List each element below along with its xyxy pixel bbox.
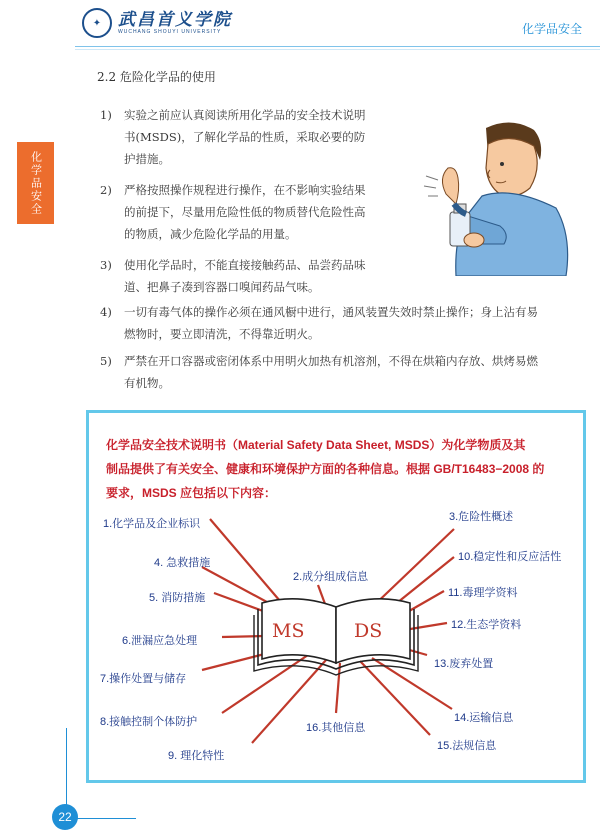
msds-label-11: 11.毒理学资料 <box>448 587 518 599</box>
university-logo <box>82 8 232 38</box>
book-left-text: MS <box>272 620 305 642</box>
logo-english-name: WUCHANG SHOUYI UNIVERSITY <box>118 28 222 35</box>
item-number: 4) <box>100 305 112 319</box>
msds-label-14: 14.运输信息 <box>454 712 514 724</box>
page-header <box>0 0 600 48</box>
msds-label-13: 13.废弃处置 <box>434 658 494 670</box>
item-number: 3) <box>100 258 112 272</box>
msds-intro-line: 制品提供了有关安全、健康和环境保护方面的各种信息。根据 GB/T16483−2008 的 <box>106 462 545 476</box>
side-chapter-tab: 化学品安全 <box>17 142 54 224</box>
page-number: 22 <box>52 804 78 830</box>
section-title: 2.2 危险化学品的使用 <box>97 70 216 84</box>
item-line: 的前提下，尽量用危险性低的物质替代危险性高 <box>124 205 366 219</box>
list-item <box>100 254 420 298</box>
item-line: 的物质，减少危险化学品的用量。 <box>124 227 297 241</box>
list-item <box>100 350 588 394</box>
msds-intro-line: 要求，MSDS 应包括以下内容： <box>106 486 277 500</box>
child-wafting-bottle-illustration <box>416 116 586 276</box>
msds-label-9: 9. 理化特性 <box>168 750 225 762</box>
msds-label-3: 3.危险性概述 <box>449 511 514 523</box>
msds-label-16: 16.其他信息 <box>306 722 366 734</box>
university-seal-icon: ✦ <box>82 8 112 38</box>
header-chapter-title: 化学品安全 <box>521 22 582 36</box>
item-line: 使用化学品时，不能直接接触药品、品尝药品味 <box>124 258 366 272</box>
item-line: 燃物时，要立即清洗，不得靠近明火。 <box>124 327 320 341</box>
item-line: 有机物。 <box>124 376 170 390</box>
logo-chinese-name: 武昌首义学院 <box>118 9 232 30</box>
item-number: 5) <box>100 354 112 368</box>
header-divider-secondary <box>75 49 600 50</box>
msds-label-4: 4. 急救措施 <box>154 557 211 569</box>
msds-label-12: 12.生态学资料 <box>451 619 522 631</box>
list-item <box>100 301 588 345</box>
msds-label-6: 6.泄漏应急处理 <box>122 635 198 647</box>
item-line: 严禁在开口容器或密闭体系中用明火加热有机溶剂，不得在烘箱内存放、烘烤易燃 <box>124 354 538 368</box>
item-line: 道、把鼻子凑到容器口嗅闻药品气味。 <box>124 280 320 294</box>
msds-label-7: 7.操作处置与储存 <box>100 673 187 685</box>
open-book-icon <box>254 599 418 675</box>
item-line: 实验之前应认真阅读所用化学品的安全技术说明 <box>124 108 366 122</box>
item-line: 书(MSDS)，了解化学品的性质，采取必要的防 <box>124 130 366 144</box>
msds-label-2: 2.成分组成信息 <box>293 571 369 583</box>
list-item <box>100 104 420 170</box>
item-number: 2) <box>100 183 112 197</box>
msds-label-5: 5. 消防措施 <box>149 592 206 604</box>
msds-label-15: 15.法规信息 <box>437 740 497 752</box>
msds-label-8: 8.接触控制个体防护 <box>100 716 198 728</box>
item-line: 一切有毒气体的操作必须在通风橱中进行，通风装置失效时禁止操作；身上沾有易 <box>124 305 538 319</box>
book-right-text: DS <box>354 620 383 642</box>
msds-label-10: 10.稳定性和反应活性 <box>458 551 562 563</box>
list-item <box>100 179 420 245</box>
msds-label-1: 1.化学品及企业标识 <box>103 518 201 530</box>
item-line: 护措施。 <box>124 152 170 166</box>
item-line: 严格按照操作规程进行操作，在不影响实验结果 <box>124 183 366 197</box>
item-number: 1) <box>100 108 112 122</box>
msds-intro-line: 化学品安全技术说明书（Material Safety Data Sheet, MSDS）为化学物质及其 <box>106 438 526 452</box>
header-divider <box>75 46 600 47</box>
